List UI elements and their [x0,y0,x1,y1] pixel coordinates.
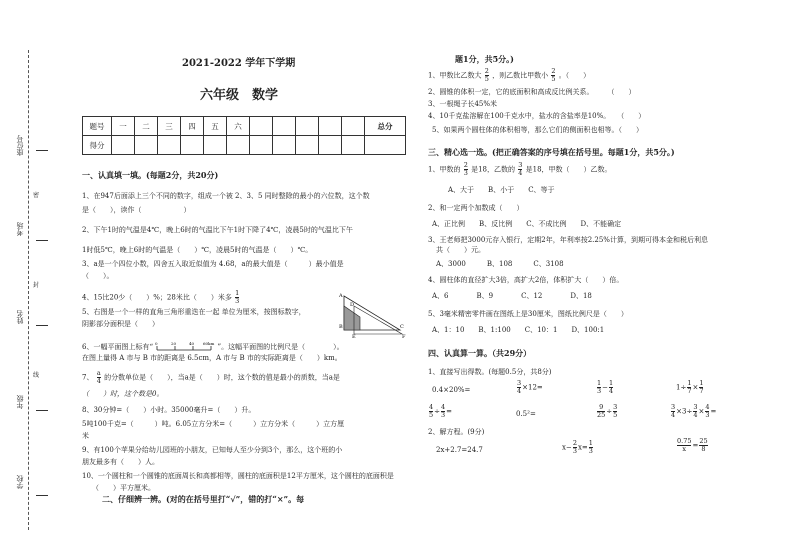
fraction-4-3: $\frac{4}{3}$ [441,403,446,419]
score-cell [296,117,319,136]
s3-q2: 2、和一定两个加数成（ ） [428,204,524,212]
q1-line1: 1、在947后面添上三个不同的数字，组成一个被 2、3、5 同时整除的最小的六位数，这个数 [82,192,370,200]
q6-suffix: ”。这幅平面图的比例尺是（ ）。 [217,343,344,351]
fraction-4-3: $\frac{4}{3}$ [705,403,710,419]
fraction-1-4: $\frac{1}{4}$ [609,379,614,395]
s3-q3-line1: 3、王老师把3000元存入银行，定期2年，年利率按2.25%计算，到期可得本金和税后利息 [428,236,708,244]
calc-8-op: ×3÷ [676,407,693,416]
score-header-row [83,117,406,136]
fraction-4-5: $\frac{4}{5}$ [429,403,434,419]
q9-line2: 朋友最多有（ ）人。 [82,458,159,466]
s4-sub1: 1、直接写出得数。(每题0.5分，共8分) [428,368,552,376]
scale-tick-label: 0 [155,341,158,346]
calc-6: 0.5²= [516,410,536,418]
q8-line2: 5吨100千克=（ ）吨。6.05立方分米=（ ）立方分米（ ）立方厘 [82,420,345,428]
score-cell: 三 [158,117,181,136]
q2-line1: 2、下午1时的气温是4℃，晚上6时的气温比下午1时下降了4℃，凌晨5时的气温比下午 [82,226,353,234]
calc-7-op: ÷ [606,407,613,416]
blank-line [36,410,48,411]
grade-subject-title: 六年级 数学 [200,88,279,103]
blank-line [36,495,48,496]
q6-line1 [82,340,344,354]
equation-1: 2x+2.7=24.7 [436,446,483,454]
equation-2 [562,440,594,455]
scale-tick-label: 60km [203,341,215,346]
score-table [82,116,406,155]
score-cell: 题号 [83,117,112,136]
equation-2-a: x− [562,443,572,452]
fig-label: F [402,334,406,338]
equation-3 [676,438,709,453]
s3-q1 [428,162,612,177]
fig-label: C [400,324,404,330]
calc-4-text: 1÷ [676,383,687,392]
s4-sub2: 2、解方程。(9分) [428,428,485,436]
calc-1: 0.4×20%= [432,386,471,394]
score-cell [273,117,296,136]
calc-4 [676,380,704,395]
q6-prefix: 6、一幅平面图上标有“ [82,343,154,351]
blank-line [36,150,48,151]
score-cell: 四 [181,117,204,136]
fraction-one-third: $\frac{1}{3}$ [235,289,240,305]
shaded-region [344,306,360,330]
calc-8-op2: × [698,407,705,416]
fraction-2-3: $\frac{2}{3}$ [463,161,468,177]
calc-5-eq: = [446,407,453,416]
fraction-1-7: $\frac{1}{7}$ [687,379,692,395]
fraction-2-3: $\frac{2}{3}$ [572,439,577,455]
q5-line2: 阴影部分面积是（ ） [82,320,159,328]
fraction-a-over-4: $\frac{a}{4}$ [96,369,101,385]
blank-line [36,240,48,241]
q10-line1: 10、一个圆柱和一个圆锥的底面周长和高都相等，圆柱的底面积是12平方厘米，这个圆柱的底面积是 [82,472,394,480]
s3-q2-options: A、正比例 B、反比例 C、不成比例 D、不能确定 [432,220,622,228]
s3-q1-b: 是18，乙数的 [471,165,515,174]
total-score-header: 总分 [365,117,406,136]
fraction-1-3: $\frac{1}{3}$ [597,379,602,395]
s2-q1-a: 1、甲数比乙数大 [428,71,482,80]
s2-q1 [428,68,590,83]
s2-q3: 3、一根绳子长45%米 [428,100,498,108]
section-2-title-cont: 题1分，共5分。) [455,54,514,64]
triangle-figure [338,290,408,338]
school-label: 学校 [16,475,24,489]
equation-3-eq: = [692,441,699,450]
calc-2 [516,380,543,395]
q7-line1 [82,370,340,385]
s2-q2: 2、圆锥的体积一定，它的底面积和高成反比例关系。 （ ） [428,88,636,96]
s3-q1-options: A、大于 B、小于 C、等于 [448,186,555,194]
fig-label: D [350,302,355,308]
fraction-25-8: $\frac{25}{8}$ [699,437,708,453]
score-cell: 二 [135,117,158,136]
score-cell [250,117,273,136]
q3-line2: （ ）。 [82,272,114,280]
fraction-3-4: $\frac{3}{4}$ [671,403,676,419]
scale-tick-label: 40 [189,341,195,346]
score-cell [342,117,365,136]
score-cell: 六 [227,117,250,136]
name-label: 姓名 [16,310,24,324]
binding-line [28,50,29,530]
calc-8 [670,404,716,419]
s2-q5: 5、如果两个圆柱体的体积相等，那么它们的侧面积也相等。（ ） [432,126,643,134]
s2-q1-c: 。（ ） [558,71,591,80]
section-4-title: 四、认真算一算。（共29分） [428,348,532,358]
score-value-row [83,136,406,155]
q6-line2: 在图上量得 A 市与 B 市的距离是 6.5cm，A 市与 B 市的实际距离是（ ）km。 [82,354,342,362]
fraction-3-4: $\frac{3}{4}$ [517,379,522,395]
grade-label: 年级 [16,395,24,409]
calc-7 [596,404,618,419]
s3-q5: 5、3毫米精密零件画在图纸上是30厘米，图纸比例尺是（ ） [428,310,628,318]
fraction-1-7: $\frac{1}{7}$ [699,379,704,395]
score-cell: 五 [204,117,227,136]
s2-q1-b: ，则乙数比甲数小 [492,71,549,80]
seal-mark-3: 线 [33,372,40,379]
fraction-9-25: $\frac{9}{25}$ [597,403,606,419]
fig-label: E [352,334,356,338]
fraction-3-5: $\frac{3}{5}$ [613,403,618,419]
q10-line2: （ ）平方厘米。 [92,484,155,492]
fig-label: A [339,293,343,299]
exam-room-label: 考场 [16,222,24,236]
q8-line3: 米 [82,432,89,440]
s3-q1-a: 1、甲数的 [428,165,461,174]
q7-body: 的分数单位是（ ），当a是（ ）时，这个数的值是最小的质数，当a是 [104,373,340,382]
q9-line1: 9、有100个苹果分给幼儿园班的小朋友，已知每人至少分到3个，那么，这个班的小 [82,446,343,454]
q7-prefix: 7、 [82,373,94,382]
seal-mark-2: 封 [33,282,40,289]
fraction-3-4: $\frac{3}{4}$ [693,403,698,419]
s3-q4-options: A、6 B、9 C、12 D、18 [432,292,592,300]
fraction-2-5: $\frac{2}{5}$ [484,67,489,83]
q4-body: 4、15比20少（ ）%；28米比（ ）米多 [82,293,232,302]
section-2-title: 二、仔细辨一辨。(对的在括号里打“√”，错的打“×”。每 [102,494,305,504]
s3-q3-options: A、3000 B、108 C、3108 [436,260,564,268]
section-1-title: 一、认真填一填。(每题2分，共20分) [82,170,219,180]
score-cell [319,117,342,136]
s3-q3-line2: 共（ ）元。 [436,246,485,254]
fig-label: B [339,324,343,330]
q3-line1: 3、a是一个四位小数，四舍五入取近似值为 4.68，a的最大值是（ ）最小值是 [82,260,344,268]
s3-q5-options: A、1：10 B、1:100 C、10：1 D、100:1 [432,326,605,334]
calc-4-op: × [692,383,699,392]
fraction-1-3: $\frac{1}{3}$ [588,439,593,455]
s3-q4: 4、圆柱体的直径扩大3倍，高扩大2倍，体积扩大（ ）倍。 [428,276,624,284]
q7-line2: （ ）时，这个数是0。 [82,390,164,398]
scale-tick-label: 20 [171,341,177,346]
q2-line2: 1时低5℃，晚上6时的气温是（ ）℃，凌晨5时的气温是（ ）℃。 [82,246,313,254]
fraction-075-x: $\frac{0.75}{x}$ [677,437,692,453]
q5-line1: 5、右图是一个一样的直角三角形重迭在一起 单位为厘米，按图标数字， [82,308,306,316]
calc-3 [596,380,614,395]
q1-line2: 是（ ），读作（ ） [82,206,191,214]
seat-label: 座位号 [16,135,24,156]
calc-5-op: ÷ [434,407,441,416]
fraction-3-4: $\frac{3}{4}$ [518,161,523,177]
calc-5 [428,404,452,419]
blank-line [36,325,48,326]
s2-q4: 4、10千克盐溶解在100千克水中，盐水的含盐率是10%。 （ ） [428,112,646,120]
calc-8-eq: = [710,407,717,416]
year-title: 2021-2022 学年下学期 [182,58,296,69]
section-3-title: 三、精心选一选。(把正确答案的序号填在括号里。每题1分，共5分。) [428,147,675,157]
equation-2-b: x= [577,443,588,452]
scale-bar [155,340,215,354]
score-cell: 一 [112,117,135,136]
fraction-2-5: $\frac{2}{5}$ [551,67,556,83]
s3-q1-c: 是18，甲数（ ）乙数。 [525,165,612,174]
calc-3-op: − [602,383,609,392]
q8-line1: 8、30分钟=（ ）小时。35000毫升=（ ）升。 [82,406,256,414]
score-row-label: 得分 [83,136,112,155]
calc-2-text: ×12= [522,383,543,392]
seal-mark-1: 密 [33,192,40,199]
q4-text [82,290,240,305]
